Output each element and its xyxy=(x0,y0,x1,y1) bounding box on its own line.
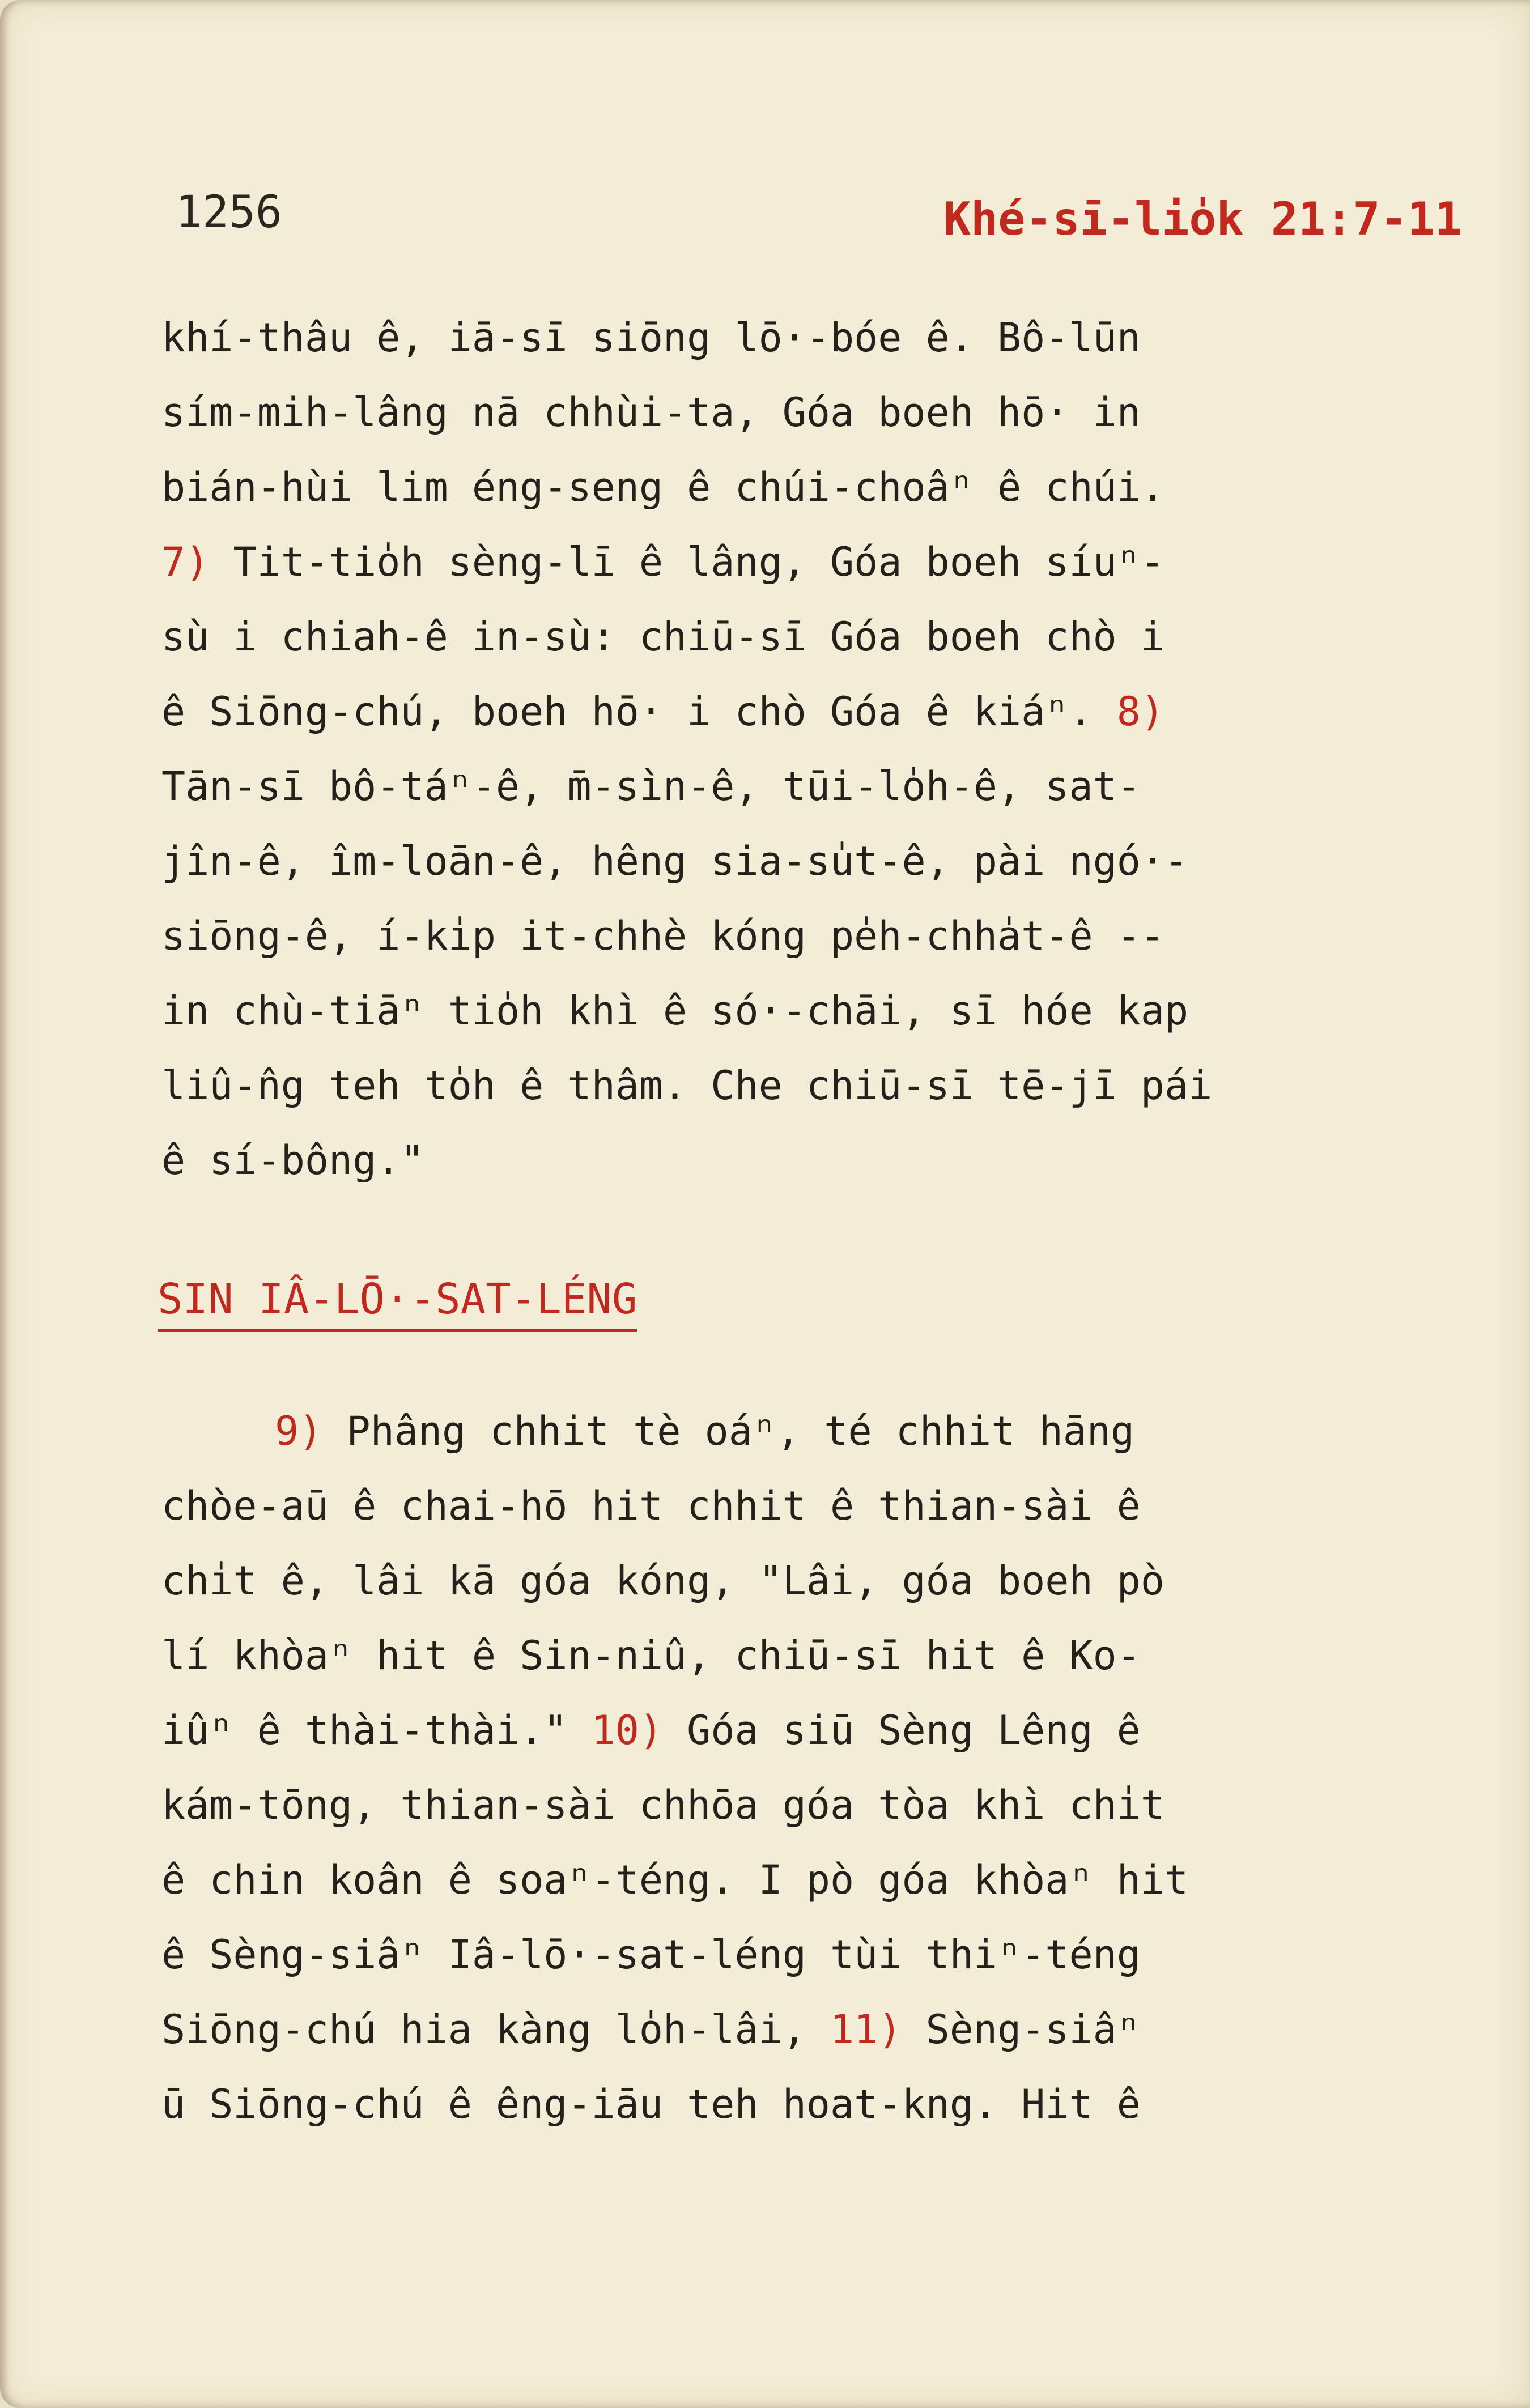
text-line: sù i chiah-ê in-sù: chiū-sī Góa boeh chò i xyxy=(162,614,1165,660)
running-head: Khé-sī-lio̍k 21:7-11 xyxy=(943,193,1462,245)
text-line: lí khòaⁿ hit ê Sin-niû, chiū-sī hit ê Ko- xyxy=(162,1632,1141,1679)
verse-number-7: 7) xyxy=(162,539,210,585)
verse-9-line xyxy=(162,1394,1488,1469)
verse-number-9: 9) xyxy=(275,1408,323,1454)
text-line: siōng-ê, í-ki̍p it-chhè kóng pe̍h-chha̍t-ê -- xyxy=(162,913,1165,959)
text-line: kám-tōng, thian-sài chhōa góa tòa khì chi̍t xyxy=(162,1782,1165,1828)
verse-8-start-line xyxy=(162,674,1488,749)
verse-9-text: iûⁿ ê thài-thài." xyxy=(162,1707,592,1754)
text-line: liû-n̂g teh to̍h ê thâm. Che chiū-sī tē-jī pái xyxy=(162,1062,1213,1109)
text-line: jîn-ê, îm-loān-ê, hêng sia-su̍t-ê, pài ngó·- xyxy=(162,838,1189,884)
verse-10-text: Siōng-chú hia kàng lo̍h-lâi, xyxy=(162,2006,831,2053)
verse-number-8: 8) xyxy=(1116,688,1165,735)
verse-7-text: ê Siōng-chú, boeh hō· i chò Góa ê kiáⁿ. xyxy=(162,688,1117,735)
section-heading: SIN IÂ-LŌ·-SAT-LÉNG xyxy=(158,1272,637,1332)
verse-11-text: Sèng-siâⁿ xyxy=(902,2006,1141,2053)
verse-10-text: Góa siū Sèng Lêng ê xyxy=(663,1707,1141,1754)
verse-number-11: 11) xyxy=(830,2006,902,2053)
verse-10-start-line xyxy=(162,1693,1488,1768)
verse-7-text: Tit-tio̍h sèng-lī ê lâng, Góa boeh síuⁿ- xyxy=(209,539,1165,585)
verse-number-10: 10) xyxy=(591,1707,664,1754)
page-number: 1256 xyxy=(176,187,282,238)
text-line: khí-thâu ê, iā-sī siōng lō·-bóe ê. Bô-lūn xyxy=(162,314,1141,361)
verse-9-text: Phâng chhit tè oáⁿ, té chhit hāng xyxy=(322,1408,1135,1454)
lower-text-block xyxy=(162,1394,1488,2142)
text-line: sím-mih-lâng nā chhùi-ta, Góa boeh hō· in xyxy=(162,389,1141,436)
verse-7-line xyxy=(162,525,1488,599)
text-line: ê chin koân ê soaⁿ-téng. I pò góa khòaⁿ hit xyxy=(162,1857,1189,1903)
text-line: ū Siōng-chú ê êng-iāu teh hoat-kng. Hit ê xyxy=(162,2081,1141,2128)
text-line: chòe-aū ê chai-hō hit chhit ê thian-sài ê xyxy=(162,1483,1141,1529)
text-line: bián-hùi lim éng-seng ê chúi-choâⁿ ê chúi. xyxy=(162,464,1165,510)
page-header xyxy=(170,187,1462,249)
verse-11-start-line xyxy=(162,1992,1488,2067)
text-line: chi̍t ê, lâi kā góa kóng, "Lâi, góa boeh pò xyxy=(162,1558,1165,1604)
text-line: Tān-sī bô-táⁿ-ê, m̄-sìn-ê, tūi-lo̍h-ê, sat- xyxy=(162,763,1141,810)
upper-text-block xyxy=(162,300,1488,1198)
text-line: in chù-tiāⁿ tio̍h khì ê só·-chāi, sī hóe kap xyxy=(162,988,1189,1034)
text-line: ê sí-bông." xyxy=(162,1137,424,1184)
text-line: ê Sèng-siâⁿ Iâ-lō·-sat-léng tùi thiⁿ-téng xyxy=(162,1931,1141,1978)
